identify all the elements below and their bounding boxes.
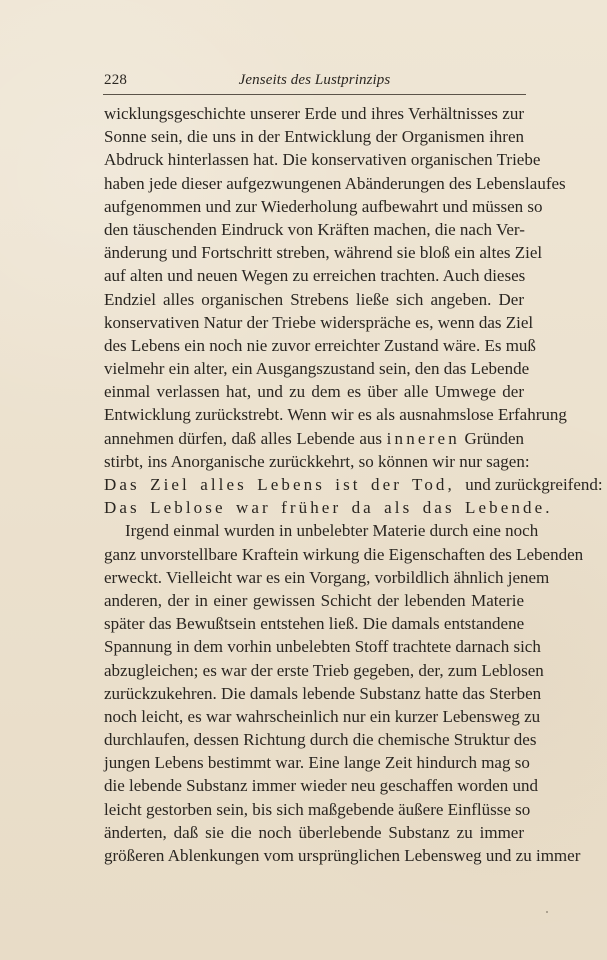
header-rule [103,94,526,95]
text-line: aufgenommen und zur Wiederholung aufbewahrt und müssen so [104,196,543,216]
paper-speck [546,911,548,913]
text-line: stirbt, ins Anorganische zurückkehrt, so können wir nur sagen: [104,451,530,471]
text-line: größeren Ablenkungen vom ursprünglichen Lebensweg und zu immer [104,846,581,865]
text-run: annehmen dürfen, daß alles Lebende aus [104,428,383,448]
text-line: die lebende Substanz immer wieder neu geschaffen worden und [104,776,538,796]
text-line: vielmehr ein alter, ein Ausgangszustand sein, den das Lebende [104,359,530,379]
text-line: einmal verlassen hat, und zu dem es über alle Umwege der [104,382,524,402]
text-line: des Lebens ein noch nie zuvor erreichter Zustand wäre. Es muß [104,335,536,355]
text-line: jungen Lebens bestimmt war. Eine lange Zeit hindurch mag so [104,753,530,773]
text-line: erweckt. Vielleicht war es ein Vorgang, vorbildlich ähnlich jenem [104,567,550,587]
page-header [104,72,525,92]
text-line: den täuschenden Eindruck von Kräften machen, die nach Ver- [104,219,525,239]
text-run: Gründen [464,428,525,448]
text-line: Entwicklung zurückstrebt. Wenn wir es als ausnahmslose Erfahrung [104,405,567,425]
text-line: leicht gestorben sein, bis sich maßgebende äußere Einflüsse so [104,799,531,819]
text-run: und zurückgreifend: [465,475,603,494]
text-line: Endziel alles organischen Strebens ließe sich angeben. Der [104,289,524,309]
text-line: änderung und Fortschritt streben, während sie bloß ein altes Ziel [104,243,543,263]
text-line: auf alten und neuen Wegen zu erreichen trachten. Auch dieses [104,266,526,286]
text-line: Spannung in dem vorhin unbelebten Stoff trachtete darnach sich [104,637,541,657]
spaced-word: inneren [386,428,460,448]
text-line: später das Bewußtsein entstehen ließ. Die damals entstandene [104,614,525,634]
text-line: noch leicht, es war wahrscheinlich nur ein kurzer Lebensweg zu [104,706,541,726]
text-line-spaced [104,473,603,496]
spaced-phrase: Das Ziel alles Lebens ist der Tod, [104,475,455,494]
text-line: haben jede dieser aufgezwungenen Abänderungen des Lebenslaufes [104,173,566,193]
text-line: änderten, daß sie die noch überlebende Substanz zu immer [104,822,524,842]
text-line-spaced: Das Leblose war früher da als das Lebende. [104,498,553,518]
text-line: Abdruck hinterlassen hat. Die konservativen organischen Triebe [104,150,541,170]
text-line: ganz unvorstellbare Kraftein wirkung die Eigenschaften des Lebenden [104,544,584,564]
text-line: zurückzukehren. Die damals lebende Substanz hatte das Sterben [104,683,542,703]
page-body [104,102,603,867]
page-number: 228 [104,72,128,88]
text-line: abzugleichen; es war der erste Trieb gegeben, der, zum Leblosen [104,660,544,680]
text-line: durchlaufen, dessen Richtung durch die chemische Struktur des [104,730,537,750]
paragraph-start: Irgend einmal wurden in unbelebter Materie durch eine noch [125,521,539,541]
running-title: Jenseits des Lustprinzips [238,72,391,88]
text-line: Sonne sein, die uns in der Entwicklung der Organismen ihren [104,127,524,147]
text-line-emphasis [104,427,524,450]
text-line: wicklungsgeschichte unserer Erde und ihres Verhältnisses zur [104,104,524,123]
text-line: konservativen Natur der Triebe widerspräche es, wenn das Ziel [104,312,534,332]
text-line: anderen, der in einer gewissen Schicht der lebenden Materie [104,590,524,610]
